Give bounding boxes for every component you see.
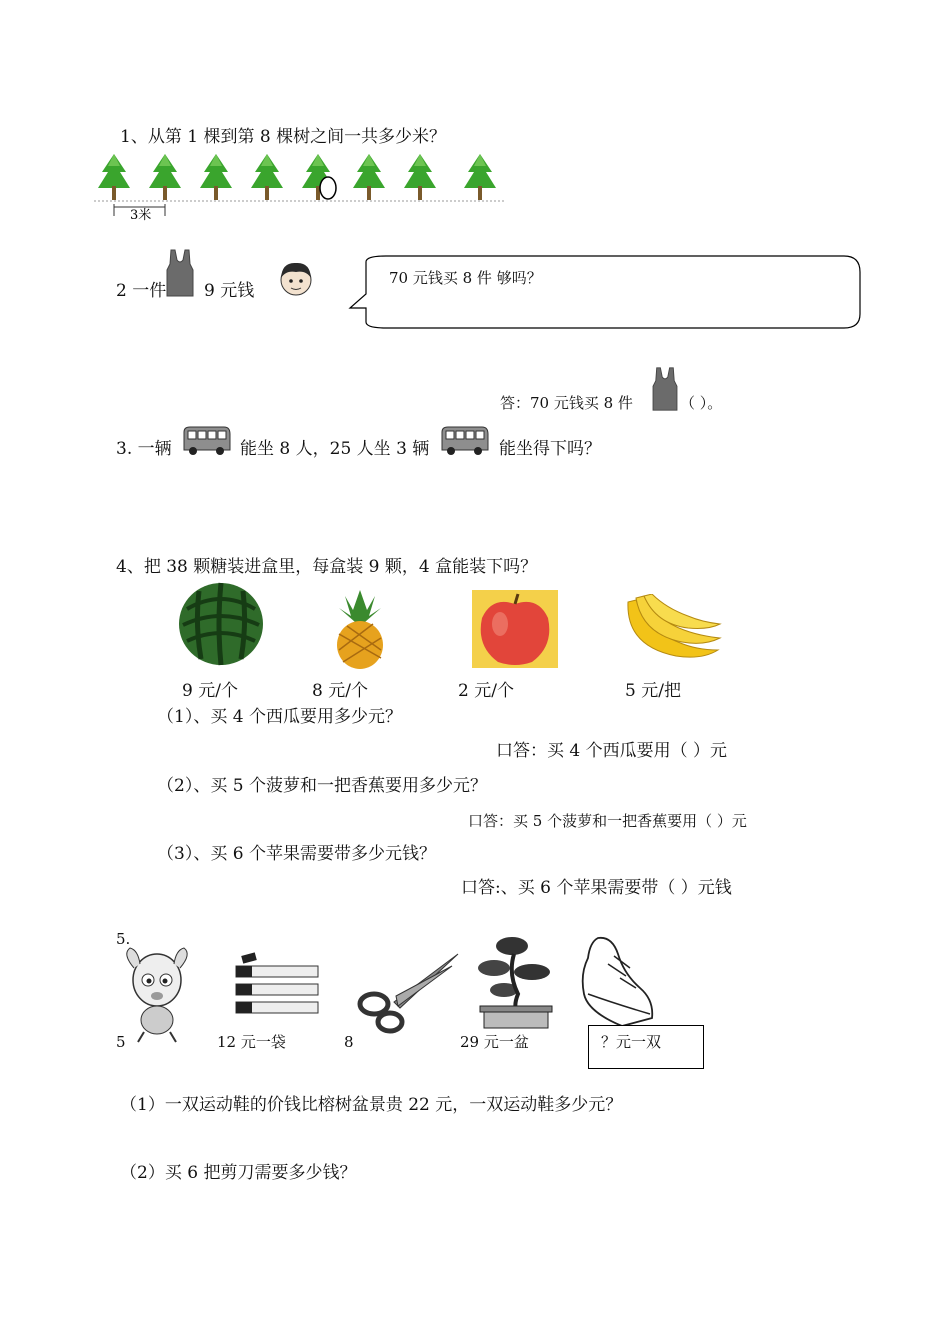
q5-label-scissors: 8 (344, 1033, 354, 1051)
tree-icon (98, 154, 130, 200)
tree-icon (353, 154, 385, 200)
sneaker-icon (578, 934, 658, 1030)
pineapple-image (325, 588, 395, 670)
tree-row-illustration (94, 146, 506, 226)
tree-icon (251, 154, 283, 200)
scissors-icon (356, 950, 462, 1034)
q2-answer-prefix: 答：70 元钱买 8 件 (500, 394, 633, 412)
vest-icon (652, 366, 678, 412)
q5-sub2: （2）买 6 把剪刀需要多少钱？ (120, 1163, 357, 1183)
q5-label-toy: 5 (116, 1033, 126, 1051)
apple-image (472, 590, 558, 668)
blank-circle (320, 177, 336, 199)
tree-icon (200, 154, 232, 200)
q4-question: 4、把 38 颗糖装进盒里，每盒装 9 颗，4 盒能装下吗？ (116, 557, 538, 577)
q2-price: 9 元钱 (204, 281, 255, 301)
distance-label: 3米 (130, 208, 152, 223)
q5-sub1: （1）一双运动鞋的价钱比榕树盆景贵 22 元，一双运动鞋多少元？ (120, 1095, 623, 1115)
cartoon-sheep-icon (124, 944, 190, 1044)
q3-suffix: 能坐得下吗？ (499, 439, 601, 459)
vest-icon (166, 248, 194, 298)
q3-prefix: 3. 一辆 (116, 439, 172, 459)
q5-number: 5. (116, 930, 131, 948)
tree-icon (404, 154, 436, 200)
watermelon-price: 9 元/个 (182, 681, 238, 701)
q4-ans2: 口答：买 5 个菠萝和一把香蕉要用（ ）元 (468, 812, 747, 830)
q1-question: 1、从第 1 棵到第 8 棵树之间一共多少米？ (120, 127, 447, 147)
bus-icon (438, 424, 490, 458)
shoe-price-box (588, 1025, 704, 1069)
shoe-price-label: ？元一双 (601, 1033, 662, 1051)
q4-ans3: 口答:、买 6 个苹果需要带（ ）元钱 (461, 878, 732, 898)
banana-image (622, 594, 722, 666)
q2-prefix: 2 一件 (116, 281, 167, 301)
q3-middle: 能坐 8 人，25 人坐 3 辆 (240, 439, 430, 459)
q2-answer-blank: （ ）。 (680, 394, 723, 412)
bonsai-icon (474, 934, 560, 1034)
q5-label-markers: 12 元一袋 (217, 1033, 286, 1051)
watermelon-image (177, 579, 265, 667)
bubble-text: 70 元钱买 8 件 够吗？ (389, 269, 542, 287)
banana-price: 5 元/把 (625, 681, 681, 701)
pineapple-price: 8 元/个 (312, 681, 368, 701)
q4-sub3: （3）、买 6 个苹果需要带多少元钱？ (157, 844, 436, 864)
tree-icon (149, 154, 181, 200)
apple-price: 2 元/个 (458, 681, 514, 701)
tree-icon (464, 154, 496, 200)
q4-sub1: （1）、买 4 个西瓜要用多少元？ (157, 707, 402, 727)
q4-sub2: （2）、买 5 个菠萝和一把香蕉要用多少元？ (157, 776, 487, 796)
speech-bubble (346, 252, 866, 334)
boy-face-icon (276, 258, 316, 300)
bus-icon (180, 424, 232, 458)
markers-icon (232, 952, 322, 1018)
q4-ans1: 口答：买 4 个西瓜要用（ ）元 (496, 741, 728, 761)
q5-label-bonsai: 29 元一盆 (460, 1033, 529, 1051)
